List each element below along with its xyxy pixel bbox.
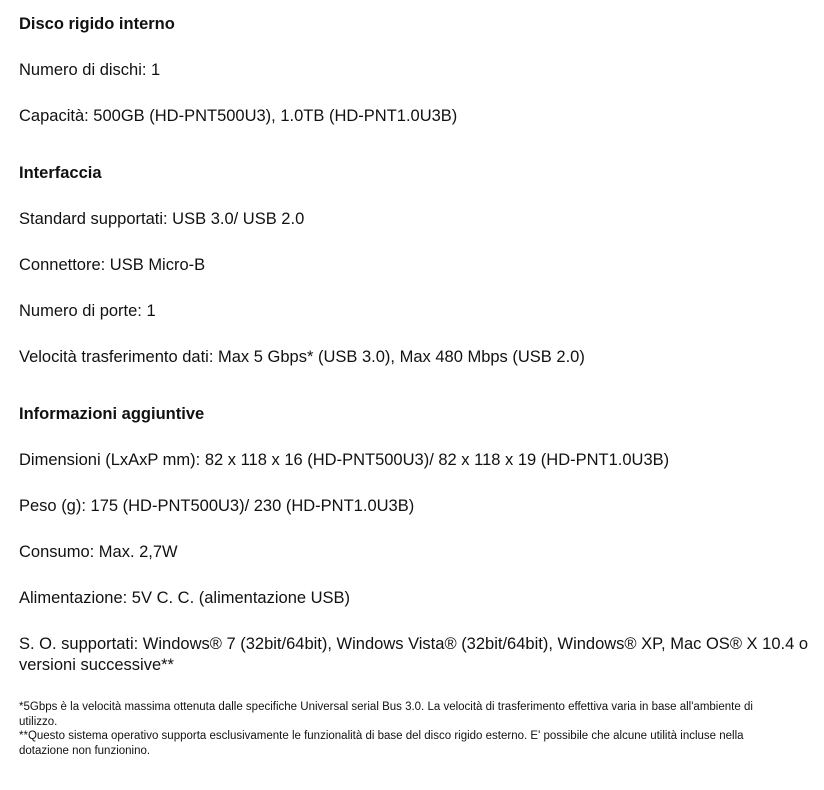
section-title-internal-disk: Disco rigido interno — [19, 15, 175, 33]
spec-transfer-speed: Velocità trasferimento dati: Max 5 Gbps* (USB 3.0), Max 480 Mbps (USB 2.0) — [19, 348, 585, 366]
spec-power-supply: Alimentazione: 5V C. C. (alimentazione USB) — [19, 589, 351, 607]
section-title-interface: Interfaccia — [19, 164, 102, 182]
footnote-os: **Questo sistema operativo supporta esclusivamente le funzionalità di base del disco rigido esterno. E' possibile che alcune utilità incluse nella dotazione non funzionino. — [19, 730, 744, 757]
spec-disk-count: Numero di dischi: 1 — [19, 61, 161, 79]
spec-connector: Connettore: USB Micro-B — [19, 256, 206, 274]
footnote-speed: *5Gbps è la velocità massima ottenuta dalle specifiche Universal serial Bus 3.0. La velocità di trasferimento effettiva varia in base all'ambiente di utilizzo. — [19, 701, 753, 728]
spec-port-count: Numero di porte: 1 — [19, 302, 156, 320]
footnotes — [19, 700, 759, 758]
spec-supported-standards: Standard supportati: USB 3.0/ USB 2.0 — [19, 210, 305, 228]
spec-capacity: Capacità: 500GB (HD-PNT500U3), 1.0TB (HD-PNT1.0U3B) — [19, 107, 458, 125]
section-title-additional-info: Informazioni aggiuntive — [19, 405, 205, 423]
spec-dimensions: Dimensioni (LxAxP mm): 82 x 118 x 16 (HD-PNT500U3)/ 82 x 118 x 19 (HD-PNT1.0U3B) — [19, 451, 670, 469]
spec-supported-os: S. O. supportati: Windows® 7 (32bit/64bit), Windows Vista® (32bit/64bit), Windows® XP, Mac OS® X 10.4 o versioni successive** — [19, 635, 809, 674]
spec-sheet — [19, 14, 809, 676]
spec-weight: Peso (g): 175 (HD-PNT500U3)/ 230 (HD-PNT1.0U3B) — [19, 497, 415, 515]
spec-power-consumption: Consumo: Max. 2,7W — [19, 543, 178, 561]
